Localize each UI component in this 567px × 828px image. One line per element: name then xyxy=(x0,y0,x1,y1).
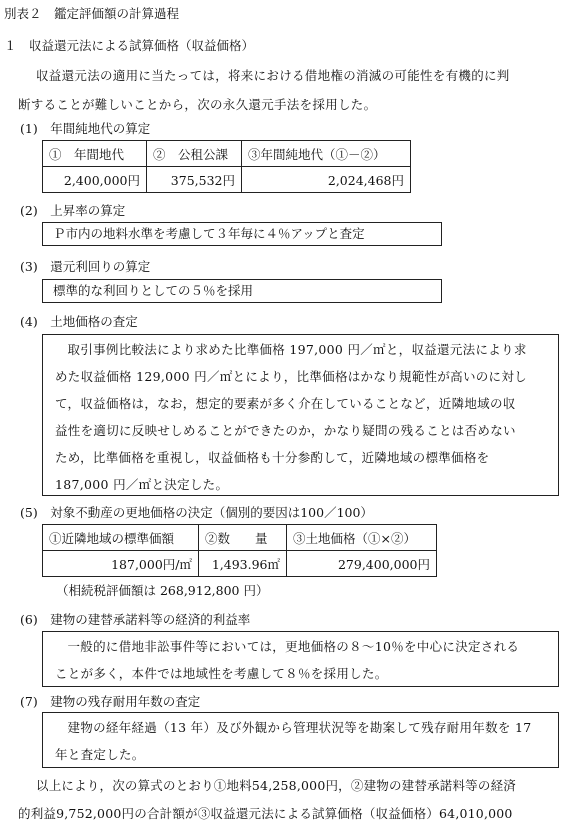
value-land-price: 279,400,000円 xyxy=(287,551,437,577)
table-row xyxy=(43,525,437,551)
value-net-rent: 2,024,468円 xyxy=(242,167,411,193)
rebuild-fee-line: ことが多く，本件では地域性を考慮して８％を採用した。 xyxy=(55,666,388,681)
rise-rate-box: Ｐ市内の地料水準を考慮して３年毎に４％アップと査定 xyxy=(42,222,442,246)
subsection-4-heading: (4) 土地価格の査定 xyxy=(20,314,138,329)
land-price-line: ため，比準価格を重視し，収益価格も十分参酌して，近隣地域の標準価格を xyxy=(55,450,490,465)
value-annual-rent: 2,400,000円 xyxy=(43,167,147,193)
table-row xyxy=(43,141,411,167)
net-rent-table xyxy=(42,140,411,193)
intro-line-2: 断することが難しいことから，次の永久還元手法を採用した。 xyxy=(18,97,377,112)
header-net-rent: ③年間純地代（①－②） xyxy=(242,141,411,167)
land-value-table xyxy=(42,524,437,577)
value-taxes: 375,532円 xyxy=(147,167,242,193)
rebuild-fee-line: 一般的に借地非訟事件等においては，更地価格の８～10％を中心に決定される xyxy=(67,639,520,654)
header-land-price: ③土地価格（①×②） xyxy=(287,525,437,551)
closing-line-2: 的利益9,752,000円の合計額が③収益還元法による試算価格（収益価格）64,010,000 xyxy=(18,806,513,821)
value-quantity: 1,493.96㎡ xyxy=(199,551,287,577)
section-1-title: １ 収益還元法による試算価格（収益価格） xyxy=(4,38,255,53)
appendix-header: 別表２ 鑑定評価額の計算過程 xyxy=(4,6,180,21)
subsection-7-heading: (7) 建物の残存耐用年数の査定 xyxy=(20,694,201,709)
subsection-3-heading: (3) 還元利回りの算定 xyxy=(20,259,151,274)
land-price-box xyxy=(42,334,559,496)
closing-line-1: 以上により，次の算式のとおり①地料54,258,000円，②建物の建替承諾料等の経済 xyxy=(36,778,516,793)
header-taxes: ② 公租公課 xyxy=(147,141,242,167)
land-price-line: めた収益価格 129,000 円／㎡とにより，比準価格はかなり規範性が高いのに対し xyxy=(55,369,527,384)
land-price-line: て，収益価格は，なお，想定的要素が多く介在していることなど，近隣地域の収 xyxy=(55,396,516,411)
rebuild-fee-box xyxy=(42,631,559,687)
header-standard-price: ①近隣地域の標準価額 xyxy=(43,525,199,551)
land-price-line: 益性を適切に反映せしめることができたのか，かなり疑問の残ることは否めない xyxy=(55,423,516,438)
land-price-line: 取引事例比較法により求めた比準価格 197,000 円／㎡と，収益還元法により求 xyxy=(67,342,527,357)
remaining-life-line: 年と査定した。 xyxy=(55,747,145,762)
inheritance-tax-note: （相続税評価額は 268,912,800 円） xyxy=(56,583,269,598)
value-standard-price: 187,000円/㎡ xyxy=(43,551,199,577)
subsection-5-heading: (5) 対象不動産の更地価格の決定（個別的要因は100／100） xyxy=(20,505,373,520)
intro-line-1: 収益還元法の適用に当たっては，将来における借地権の消滅の可能性を有機的に判 xyxy=(36,68,510,83)
subsection-2-heading: (2) 上昇率の算定 xyxy=(20,203,126,218)
table-row xyxy=(43,551,437,577)
table-row xyxy=(43,167,411,193)
remaining-life-line: 建物の経年経過（13 年）及び外観から管理状況等を勘案して残存耐用年数を 17 xyxy=(67,720,532,735)
header-annual-rent: ① 年間地代 xyxy=(43,141,147,167)
header-quantity: ②数 量 xyxy=(199,525,287,551)
cap-rate-box: 標準的な利回りとしての５％を採用 xyxy=(42,279,442,303)
subsection-6-heading: (6) 建物の建替承諾料等の経済的利益率 xyxy=(20,612,251,627)
remaining-life-box xyxy=(42,712,559,768)
subsection-1-heading: (1) 年間純地代の算定 xyxy=(20,121,151,136)
land-price-line: 187,000 円／㎡と決定した。 xyxy=(55,477,229,492)
